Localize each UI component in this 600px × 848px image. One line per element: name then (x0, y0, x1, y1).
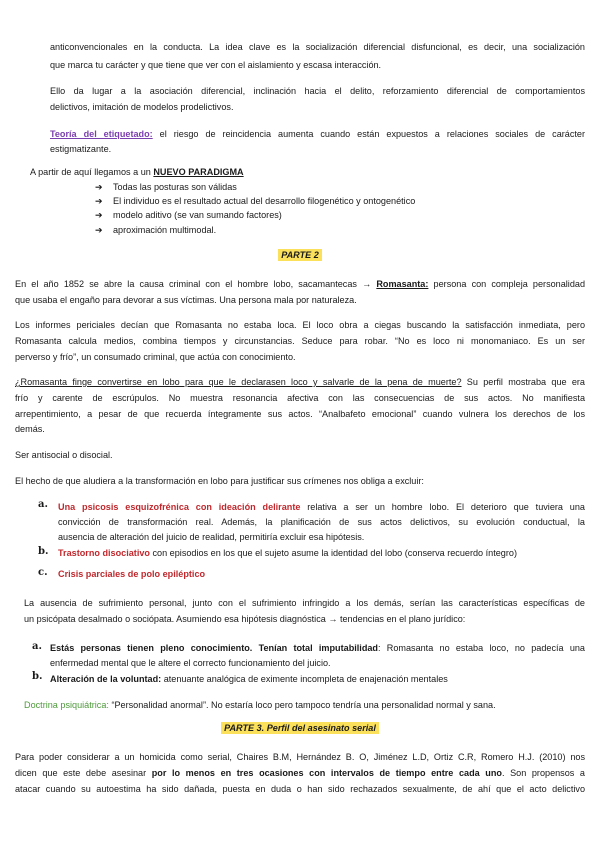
exclusion-b: Trastorno disociativo con episodios en los que el sujeto asume la identidad del lobo (conserva recuerdo íntegro) (58, 548, 517, 558)
exclusion-a-term: Una psicosis esquizofrénica con ideación delirante (58, 502, 301, 512)
paragraph-finge: ¿Romasanta finge convertirse en lobo para que le declarasen loco y salvarle de la pena de muerte? Su perfil mostraba que era (15, 377, 585, 387)
heading-parte-2: PARTE 2 (0, 250, 600, 260)
legal-a-line2: enfermedad mental que le altere el correcto funcionamiento del juicio. (50, 658, 331, 668)
paragraph-informes-line3: perverso y frío”, un consumado criminal, que actúa con conocimiento. (15, 352, 296, 362)
arrow-icon: ➔ (95, 210, 103, 221)
doctrina-term: Doctrina psiquiátrica: (24, 700, 109, 710)
exclusion-a-line2: convicción de transformación real. Además, la planificación de sus actos delictivos, su evolución conductual, la (58, 517, 585, 527)
list-marker-legal-a: a. (32, 641, 42, 652)
paragraph-informes: Los informes periciales decían que Romasanta no estaba loca. El loco obra a ciegas buscando la satisfacción inmediata, pero (15, 320, 585, 330)
legal-b-term: Alteración de la voluntad: (50, 674, 162, 684)
paragraph-psicopata-cont: un psicópata desalmado o sociópata. Asumiendo esa hipótesis diagnóstica → tendencias en el plano jurídico: (24, 614, 466, 624)
paragraph-socializacion-cont: que marca tu carácter y que tiene que ver con el aislamiento y escasa interacción. (50, 60, 382, 70)
paragraph-socializacion: anticonvencionales en la conducta. La idea clave es la socialización diferencial disfuncional, es decir, una socialización (50, 42, 585, 52)
exclusion-a: Una psicosis esquizofrénica con ideación delirante relativa a ser un hombre lobo. El deterioro que tuviera una (58, 502, 585, 512)
list-item: ➔ aproximación multimodal. (95, 223, 415, 237)
paragraph-finge-line4: demás. (15, 424, 45, 434)
paragraph-finge-line2: frío y carente de escrúpulos. No muestra resonancia afectiva con las consecuencias de sus actos. No manifiesta (15, 393, 585, 403)
paragraph-informes-line2: Romasanta calcula medios, combina tiempos y circunstancias. Seduce para robar. “No es loco ni monomaniaco. Es un ser (15, 336, 585, 346)
exclusion-c-term: Crisis parciales de polo epiléptico (58, 569, 206, 579)
paragraph-antisocial: Ser antisocial o disocial. (15, 450, 113, 460)
paradigm-list (95, 180, 415, 237)
exclusion-b-term: Trastorno disociativo (58, 548, 150, 558)
paragraph-serial-line3: atacar cuando su autoestima ha sido dañada, puesta en duda o han sido rechazados sexualmente, de ahí que el acto delictivo (15, 784, 585, 794)
paragraph-etiquetado-cont: estigmatizante. (50, 144, 112, 154)
paragraph-etiquetado: Teoría del etiquetado: el riesgo de reincidencia aumenta cuando están expuestos a relaciones sociales de carácter (50, 129, 586, 139)
paragraph-finge-line3: arrepentimiento, a pesar de que recuerda íntegramente sus actos. “Analbafeto emocional” cuando vulnera los derechos de los (15, 409, 585, 419)
legal-b: Alteración de la voluntad: atenuante analógica de eximente incompleta de enajenación mentales (50, 674, 448, 684)
exclusion-a-line3: ausencia de alteración del juicio de realidad, permitiría excluir esa hipótesis. (58, 532, 365, 542)
question-text: ¿Romasanta finge convertirse en lobo para que le declarasen loco y salvarle de la pena de muerte? (15, 377, 462, 387)
paragraph-romasanta-intro-cont: que usaba el engaño para devorar a sus víctimas. Una persona mala por naturaleza. (15, 295, 357, 305)
list-marker-c: c. (38, 567, 48, 578)
paragraph-serial-line2: dicen que este debe asesinar por lo menos en tres ocasiones con intervalos de tiempo entre cada uno. Son propensos a (15, 768, 585, 778)
paragraph-psicopata: La ausencia de sufrimiento personal, junto con el sufrimiento infringido a los demás, serían las características específicas de (24, 598, 585, 608)
list-item: ➔ modelo aditivo (se van sumando factores) (95, 208, 415, 222)
arrow-icon: ➔ (95, 182, 103, 192)
romasanta-term: Romasanta: (376, 279, 429, 289)
list-item: ➔ Todas las posturas son válidas (95, 180, 415, 194)
etiquetado-term: Teoría del etiquetado: (50, 129, 153, 139)
paragraph-asociacion-cont: delictivos, imitación de modelos prodelictivos. (50, 102, 234, 112)
heading-parte-3: PARTE 3. Perfil del asesinato serial (0, 723, 600, 733)
paragraph-excluir: El hecho de que aludiera a la transformación en lobo para justificar sus crímenes nos obliga a excluir: (15, 476, 424, 486)
arrow-icon: ➔ (95, 224, 103, 235)
paradigm-highlight: NUEVO PARADIGMA (153, 167, 244, 177)
paradigm-intro: A partir de aquí llegamos a un NUEVO PARADIGMA (30, 167, 244, 177)
exclusion-c (58, 567, 585, 583)
legal-a: Estás personas tienen pleno conocimiento. Tenían total imputabilidad: Romasanta no estaba loco, no padecía una (50, 643, 585, 653)
serial-criterion: por lo menos en tres ocasiones con intervalos de tiempo entre cada uno (151, 768, 502, 778)
paragraph-serial: Para poder considerar a un homicida como serial, Chaires B.M, Hernández B. O, Jiménez L.D, Ortiz C.R, Romero H.J. (2010) nos (15, 752, 585, 762)
list-marker-a: a. (38, 499, 48, 510)
arrow-icon: ➔ (95, 196, 103, 207)
list-item: ➔ El individuo es el resultado actual del desarrollo filogenético y ontogenético (95, 194, 415, 208)
legal-a-term: Estás personas tienen pleno conocimiento. Tenían total imputabilidad (50, 643, 378, 653)
list-marker-b: b. (38, 546, 49, 557)
paragraph-romasanta-intro: En el año 1852 se abre la causa criminal con el hombre lobo, sacamantecas → Romasanta: persona con compleja personalidad (15, 279, 585, 289)
paragraph-asociacion: Ello da lugar a la asociación diferencial, inclinación hacia el delito, reforzamiento diferencial de comportamientos (50, 86, 585, 96)
paragraph-doctrina: Doctrina psiquiátrica: “Personalidad anormal”. No estaría loco pero tampoco tendría una personalidad normal y sana. (24, 700, 496, 710)
list-marker-legal-b: b. (32, 671, 43, 682)
